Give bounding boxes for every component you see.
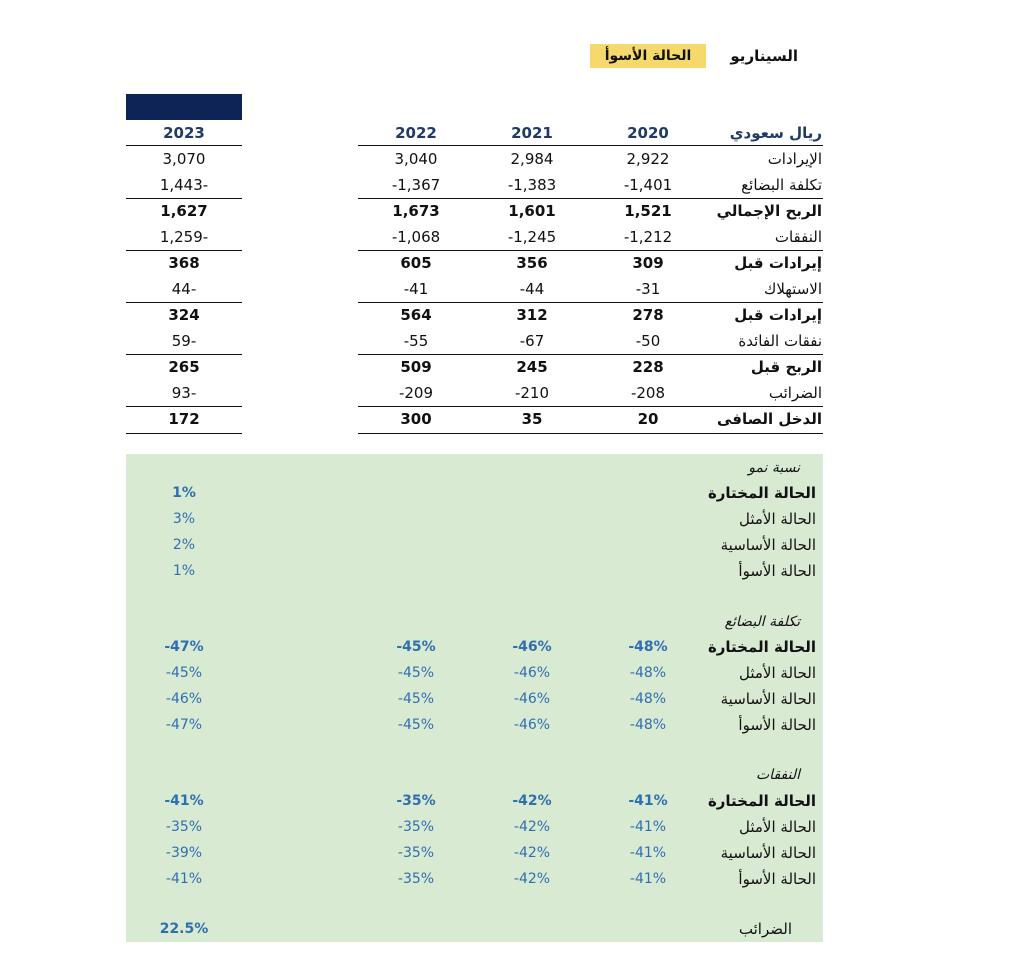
- value-cell[interactable]: -42%: [513, 819, 551, 835]
- value-cell[interactable]: -1,245: [507, 228, 557, 246]
- row-label: الربح الإجمالي: [716, 202, 822, 220]
- table-row: [0, 146, 1024, 172]
- table-row: [0, 328, 1024, 354]
- value-cell[interactable]: 20: [637, 410, 659, 428]
- value-cell[interactable]: -55: [403, 332, 429, 350]
- value-cell[interactable]: -47%: [165, 717, 203, 733]
- value-cell[interactable]: 265: [168, 358, 200, 376]
- value-cell[interactable]: -1,383: [507, 176, 557, 194]
- value-cell[interactable]: 3,040: [394, 150, 438, 168]
- tax-label: الضرائب: [738, 920, 792, 938]
- divider: [126, 302, 242, 303]
- row-label: الحالة الأسوأ: [738, 716, 816, 734]
- scenario-selector[interactable]: الحالة الأسوأ: [590, 44, 706, 68]
- divider: [358, 433, 823, 434]
- value-cell[interactable]: -45%: [397, 665, 435, 681]
- value-cell[interactable]: 1,259-: [159, 228, 209, 246]
- row-label: الدخل الصافى: [716, 410, 822, 428]
- value-cell[interactable]: 509: [400, 358, 432, 376]
- section-title: تكلفة البضائع: [724, 614, 800, 630]
- value-cell[interactable]: -35%: [397, 845, 435, 861]
- value-cell[interactable]: -44: [519, 280, 545, 298]
- value-cell[interactable]: -48%: [629, 691, 667, 707]
- value-cell[interactable]: -45%: [165, 665, 203, 681]
- value-cell[interactable]: 228: [632, 358, 664, 376]
- value-cell[interactable]: -41%: [629, 845, 667, 861]
- value-cell[interactable]: 1,627: [160, 202, 208, 220]
- table-row: [0, 198, 1024, 224]
- table-row: [0, 224, 1024, 250]
- value-cell[interactable]: -48%: [628, 639, 668, 655]
- value-cell[interactable]: 35: [521, 410, 543, 428]
- value-cell[interactable]: 309: [632, 254, 664, 272]
- row-label: الحالة الأسوأ: [738, 870, 816, 888]
- divider: [126, 433, 242, 434]
- header-row: [0, 120, 1024, 146]
- year-2020-header: 2020: [627, 124, 669, 142]
- row-label: الحالة الأساسية: [720, 690, 816, 708]
- value-cell[interactable]: -35%: [396, 793, 436, 809]
- table-row: [0, 354, 1024, 380]
- row-label: الاستهلاك: [763, 280, 822, 298]
- value-cell[interactable]: 2,922: [626, 150, 670, 168]
- value-cell[interactable]: -45%: [397, 691, 435, 707]
- year-2022-header: 2022: [395, 124, 437, 142]
- value-cell[interactable]: 356: [516, 254, 548, 272]
- row-label: الحالة الأمثل: [738, 818, 816, 836]
- value-cell[interactable]: -41%: [164, 793, 204, 809]
- value-cell[interactable]: -210: [514, 384, 550, 402]
- header-accent-bar: [126, 94, 242, 120]
- divider: [358, 406, 823, 407]
- value-cell[interactable]: -35%: [397, 871, 435, 887]
- value-cell[interactable]: -1,068: [391, 228, 441, 246]
- unit-label: ريال سعودي: [729, 124, 822, 142]
- value-cell[interactable]: 93-: [171, 384, 197, 402]
- row-label: الربح قبل: [750, 358, 822, 376]
- value-cell[interactable]: 3%: [172, 511, 196, 527]
- value-cell[interactable]: -42%: [513, 871, 551, 887]
- value-cell[interactable]: -46%: [165, 691, 203, 707]
- divider: [358, 302, 823, 303]
- row-label: الحالة الأمثل: [738, 510, 816, 528]
- row-label: الضرائب: [768, 384, 822, 402]
- value-cell[interactable]: 278: [632, 306, 664, 324]
- row-label: الإيرادات: [767, 150, 822, 168]
- divider: [126, 250, 242, 251]
- value-cell[interactable]: 1%: [172, 563, 196, 579]
- value-cell[interactable]: 1,673: [392, 202, 440, 220]
- table-row: [0, 172, 1024, 198]
- value-cell[interactable]: 2,984: [510, 150, 554, 168]
- year-2021-header: 2021: [511, 124, 553, 142]
- value-cell[interactable]: -41%: [629, 819, 667, 835]
- divider: [126, 406, 242, 407]
- value-cell[interactable]: -1,212: [623, 228, 673, 246]
- divider: [358, 354, 823, 355]
- value-cell[interactable]: -42%: [512, 793, 552, 809]
- table-row: [0, 406, 1024, 432]
- value-cell[interactable]: 605: [400, 254, 432, 272]
- row-label: الحالة المختارة: [707, 638, 816, 656]
- value-cell[interactable]: 2%: [172, 537, 196, 553]
- value-cell[interactable]: 300: [400, 410, 432, 428]
- row-label: إيرادات قبل: [734, 306, 822, 324]
- row-label: الحالة المختارة: [707, 484, 816, 502]
- value-cell[interactable]: 324: [168, 306, 200, 324]
- section-title: النفقات: [756, 767, 800, 783]
- value-cell[interactable]: -48%: [629, 717, 667, 733]
- value-cell[interactable]: 564: [400, 306, 432, 324]
- value-cell[interactable]: 1,443-: [159, 176, 209, 194]
- value-cell[interactable]: -46%: [512, 639, 552, 655]
- divider: [126, 354, 242, 355]
- value-cell[interactable]: -46%: [513, 691, 551, 707]
- tax-rate-cell[interactable]: 22.5%: [159, 921, 209, 937]
- value-cell[interactable]: -50: [635, 332, 661, 350]
- value-cell[interactable]: -67: [519, 332, 545, 350]
- table-row: [0, 276, 1024, 302]
- value-cell[interactable]: -35%: [165, 819, 203, 835]
- value-cell[interactable]: -1,367: [391, 176, 441, 194]
- value-cell[interactable]: -39%: [165, 845, 203, 861]
- row-label: الحالة الأمثل: [738, 664, 816, 682]
- value-cell[interactable]: -41%: [629, 871, 667, 887]
- value-cell[interactable]: -48%: [629, 665, 667, 681]
- value-cell[interactable]: 312: [516, 306, 548, 324]
- row-label: الحالة الأسوأ: [738, 562, 816, 580]
- table-row: [0, 380, 1024, 406]
- value-cell[interactable]: -46%: [513, 665, 551, 681]
- value-cell[interactable]: 1,601: [508, 202, 556, 220]
- row-label: إيرادات قبل: [734, 254, 822, 272]
- value-cell[interactable]: -41%: [628, 793, 668, 809]
- value-cell[interactable]: 1,521: [624, 202, 672, 220]
- value-cell[interactable]: 59-: [171, 332, 197, 350]
- scenario-label: السيناريو: [730, 47, 798, 65]
- value-cell[interactable]: -45%: [397, 717, 435, 733]
- row-label: الحالة الأساسية: [720, 844, 816, 862]
- value-cell[interactable]: 172: [168, 410, 200, 428]
- value-cell[interactable]: 3,070: [162, 150, 206, 168]
- value-cell[interactable]: -42%: [513, 845, 551, 861]
- row-label: تكلفة البضائع: [741, 176, 822, 194]
- row-label: الحالة المختارة: [707, 792, 816, 810]
- value-cell[interactable]: 1%: [172, 485, 196, 501]
- row-label: الحالة الأساسية: [720, 536, 816, 554]
- value-cell[interactable]: -209: [398, 384, 434, 402]
- table-row: [0, 302, 1024, 328]
- divider: [358, 198, 823, 199]
- table-row: [0, 250, 1024, 276]
- value-cell[interactable]: -1,401: [623, 176, 673, 194]
- value-cell[interactable]: 245: [516, 358, 548, 376]
- value-cell[interactable]: 44-: [171, 280, 197, 298]
- value-cell[interactable]: -31: [635, 280, 661, 298]
- value-cell[interactable]: -47%: [164, 639, 204, 655]
- value-cell[interactable]: 368: [168, 254, 200, 272]
- value-cell[interactable]: -46%: [513, 717, 551, 733]
- value-cell[interactable]: -41: [403, 280, 429, 298]
- value-cell[interactable]: -208: [630, 384, 666, 402]
- value-cell[interactable]: -45%: [396, 639, 436, 655]
- row-label: النفقات: [774, 228, 822, 246]
- row-label: نفقات الفائدة: [738, 332, 822, 350]
- divider: [126, 198, 242, 199]
- year-2023-header: 2023: [163, 124, 205, 142]
- value-cell[interactable]: -41%: [165, 871, 203, 887]
- value-cell[interactable]: -35%: [397, 819, 435, 835]
- divider: [358, 250, 823, 251]
- section-title: نسبة نمو: [748, 460, 800, 476]
